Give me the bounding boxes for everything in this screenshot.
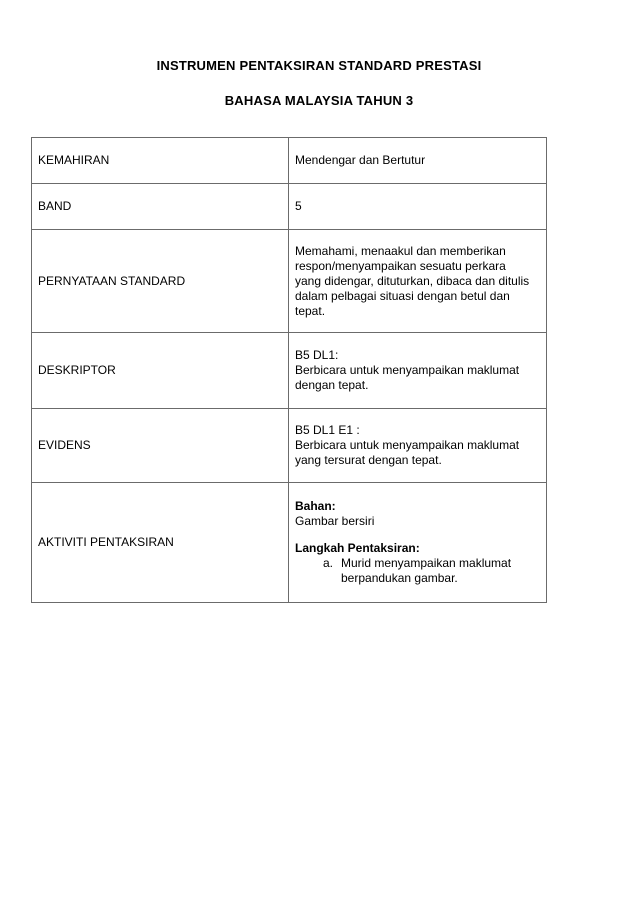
spacer [295,529,540,541]
evidens-line: yang tersurat dengan tepat. [295,453,442,467]
table-row-evidens [32,409,547,483]
evidens-value [289,409,547,483]
band-label: BAND [32,184,289,230]
pernyataan-line: yang didengar, dituturkan, dibaca dan ditulis [295,273,530,288]
aktiviti-value [289,483,547,603]
table-row-band [32,184,547,230]
evidens-line: Berbicara untuk menyampaikan maklumat [295,438,520,452]
langkah-heading: Langkah Pentaksiran: [295,541,420,555]
band-value: 5 [289,184,547,230]
assessment-table [31,137,547,603]
kemahiran-value: Mendengar dan Bertutur [289,138,547,184]
table-row-pernyataan [32,230,547,333]
pernyataan-value [289,230,547,333]
table-row-deskriptor [32,333,547,409]
pernyataan-label: PERNYATAAN STANDARD [32,230,289,333]
deskriptor-value [289,333,547,409]
document-title: INSTRUMEN PENTAKSIRAN STANDARD PRESTASI [156,58,482,73]
table-row-kemahiran [32,138,547,184]
kemahiran-label: KEMAHIRAN [32,138,289,184]
step-item [295,556,540,586]
document-subtitle: BAHASA MALAYSIA TAHUN 3 [224,93,414,108]
step-marker: a. [323,556,334,570]
deskriptor-code: B5 DL1: [295,348,339,362]
table-row-aktiviti [32,483,547,603]
step-text [341,556,511,586]
deskriptor-line: Berbicara untuk menyampaikan maklumat [295,363,520,377]
pernyataan-line: respon/menyampaikan sesuatu perkara [295,258,506,273]
aktiviti-label: AKTIVITI PENTAKSIRAN [32,483,289,603]
pernyataan-line: Memahami, menaakul dan memberikan [295,243,506,258]
evidens-label: EVIDENS [32,409,289,483]
pernyataan-line: dalam pelbagai situasi dengan betul dan [295,288,510,303]
evidens-code: B5 DL1 E1 : [295,423,360,437]
step-line: Murid menyampaikan maklumat [341,556,512,570]
deskriptor-label: DESKRIPTOR [32,333,289,409]
step-line: berpandukan gambar. [341,571,458,585]
bahan-heading: Bahan: [295,499,336,513]
deskriptor-line: dengan tepat. [295,378,369,392]
bahan-text: Gambar bersiri [295,514,375,528]
pernyataan-line: tepat. [295,303,326,318]
